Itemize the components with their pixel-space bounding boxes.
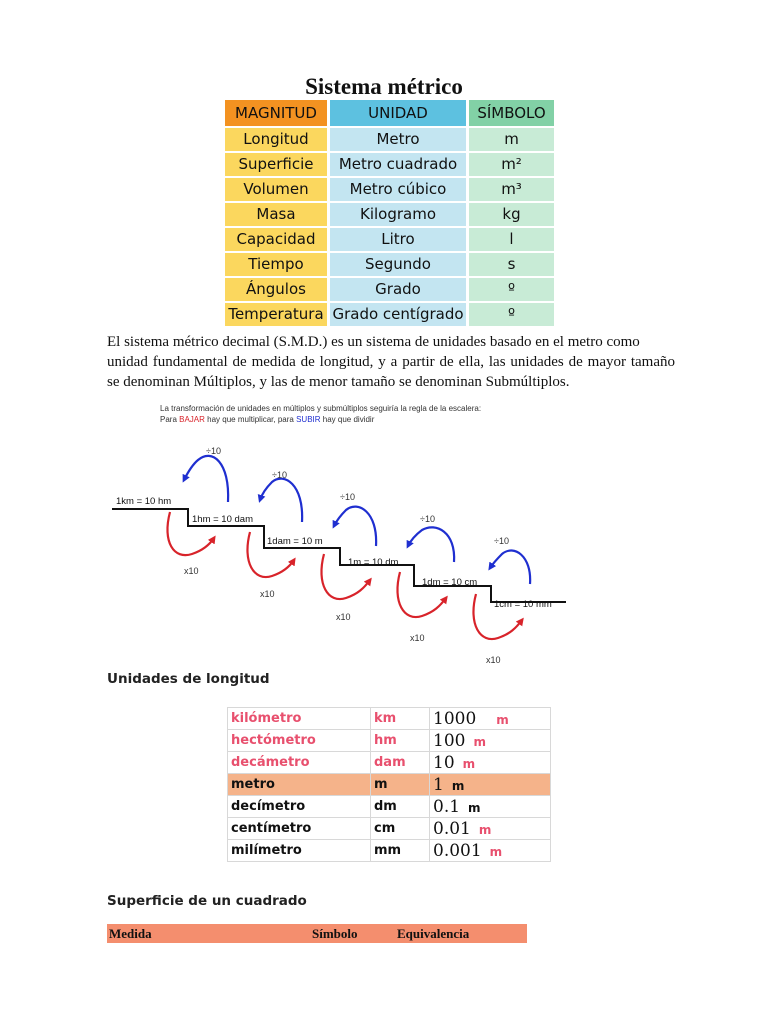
simbolo-cell: m² [469, 153, 554, 176]
unidad-cell: Metro cúbico [330, 178, 466, 201]
unit-name: centímetro [228, 818, 371, 840]
multiply-label: x10 [410, 633, 425, 643]
staircase-diagram [108, 402, 568, 672]
magnitud-cell: Masa [225, 203, 327, 226]
unit-value: 0.01 m [430, 818, 551, 840]
simbolo-cell: m³ [469, 178, 554, 201]
intro-paragraph [107, 332, 675, 392]
simbolo-cell: kg [469, 203, 554, 226]
table-row [228, 840, 551, 862]
bajar-word: BAJAR [179, 415, 205, 424]
unit-symbol: mm [371, 840, 430, 862]
unit-symbol: m [371, 774, 430, 796]
table-header-row [225, 100, 554, 126]
table-row [225, 128, 554, 151]
step-label: 1m = 10 dm [348, 557, 399, 568]
simbolo-cell: m [469, 128, 554, 151]
up-arrow [490, 551, 530, 584]
unit-name: decámetro [228, 752, 371, 774]
divide-label: ÷10 [420, 514, 435, 524]
unidad-cell: Kilogramo [330, 203, 466, 226]
unit-symbol: cm [371, 818, 430, 840]
table-row [228, 818, 551, 840]
step-label: 1hm = 10 dam [192, 514, 253, 525]
unit-name: hectómetro [228, 730, 371, 752]
unit-value: 0.001 m [430, 840, 551, 862]
header-medida: Medida [109, 926, 152, 941]
multiply-label: x10 [486, 655, 501, 665]
header-magnitud: MAGNITUD [225, 100, 327, 126]
header-unidad: UNIDAD [330, 100, 466, 126]
multiply-label: x10 [336, 612, 351, 622]
unit-value: 1000 m [430, 708, 551, 730]
divide-label: ÷10 [340, 492, 355, 502]
simbolo-cell: s [469, 253, 554, 276]
magnitud-cell: Capacidad [225, 228, 327, 251]
header-equivalencia: Equivalencia [397, 926, 470, 941]
unit-symbol: dm [371, 796, 430, 818]
magnitud-cell: Tiempo [225, 253, 327, 276]
up-arrow [184, 456, 228, 502]
divide-label: ÷10 [494, 536, 509, 546]
section-heading-superficie: Superficie de un cuadrado [107, 893, 307, 909]
step-label: 1km = 10 hm [116, 496, 172, 507]
diagram-note-line1: La transformación de unidades en múltiplos y submúltiplos seguiría la regla de la escalera: [160, 404, 482, 413]
unidad-cell: Metro [330, 128, 466, 151]
multiply-label: x10 [184, 566, 199, 576]
step-label: 1dm = 10 cm [422, 577, 478, 588]
step-label: 1dam = 10 m [267, 536, 323, 547]
simbolo-cell: l [469, 228, 554, 251]
step-label: 1cm = 10 mm [494, 599, 552, 610]
unidad-cell: Grado centígrado [330, 303, 466, 326]
page-title: Sistema métrico [305, 74, 463, 99]
paragraph-line: El sistema métrico decimal (S.M.D.) es un sistema de unidades basado en el metro como [107, 334, 640, 350]
header-simbolo: Símbolo [312, 926, 358, 941]
divide-label: ÷10 [206, 446, 221, 456]
magnitud-cell: Temperatura [225, 303, 327, 326]
section-heading-longitud: Unidades de longitud [107, 671, 270, 687]
unidad-cell: Litro [330, 228, 466, 251]
diagram-note-line2: Para BAJAR hay que multiplicar, para SUBIR hay que dividir [160, 415, 375, 424]
table-row [228, 708, 551, 730]
divide-label: ÷10 [272, 470, 287, 480]
table-row-highlighted [228, 774, 551, 796]
unit-symbol: dam [371, 752, 430, 774]
table-row [225, 203, 554, 226]
table-row [228, 730, 551, 752]
unit-value: 0.1 m [430, 796, 551, 818]
simbolo-cell: º [469, 303, 554, 326]
paragraph-line: unidad fundamental de medida de longitud, y a partir de ella, las unidades de mayor tamaño [107, 354, 675, 370]
unit-symbol: hm [371, 730, 430, 752]
table-row [225, 278, 554, 301]
header-simbolo: SÍMBOLO [469, 100, 554, 126]
table-row [225, 153, 554, 176]
table-row [225, 253, 554, 276]
table-row [225, 303, 554, 326]
magnitud-cell: Volumen [225, 178, 327, 201]
unidad-cell: Metro cuadrado [330, 153, 466, 176]
unit-symbol: km [371, 708, 430, 730]
up-arrow [260, 479, 302, 522]
magnitud-cell: Superficie [225, 153, 327, 176]
unit-value: 1 m [430, 774, 551, 796]
unit-value: 100 m [430, 730, 551, 752]
subir-word: SUBIR [296, 415, 321, 424]
table-row [228, 796, 551, 818]
unit-name: kilómetro [228, 708, 371, 730]
unidad-cell: Grado [330, 278, 466, 301]
multiply-label: x10 [260, 589, 275, 599]
unit-value: 10 m [430, 752, 551, 774]
paragraph-line: se denominan Múltiplos, y las de menor tamaño se denominan Submúltiplos. [107, 374, 570, 390]
unit-name: milímetro [228, 840, 371, 862]
superficie-table-header [107, 924, 527, 943]
table-row [225, 178, 554, 201]
staircase-line [112, 509, 566, 602]
unit-name: decímetro [228, 796, 371, 818]
magnitud-cell: Longitud [225, 128, 327, 151]
magnitudes-table [222, 98, 557, 328]
up-arrow [408, 527, 454, 562]
table-row [225, 228, 554, 251]
unit-name: metro [228, 774, 371, 796]
table-row [228, 752, 551, 774]
up-arrow [334, 507, 376, 546]
longitud-table [227, 707, 551, 862]
simbolo-cell: º [469, 278, 554, 301]
unidad-cell: Segundo [330, 253, 466, 276]
magnitud-cell: Ángulos [225, 278, 327, 301]
